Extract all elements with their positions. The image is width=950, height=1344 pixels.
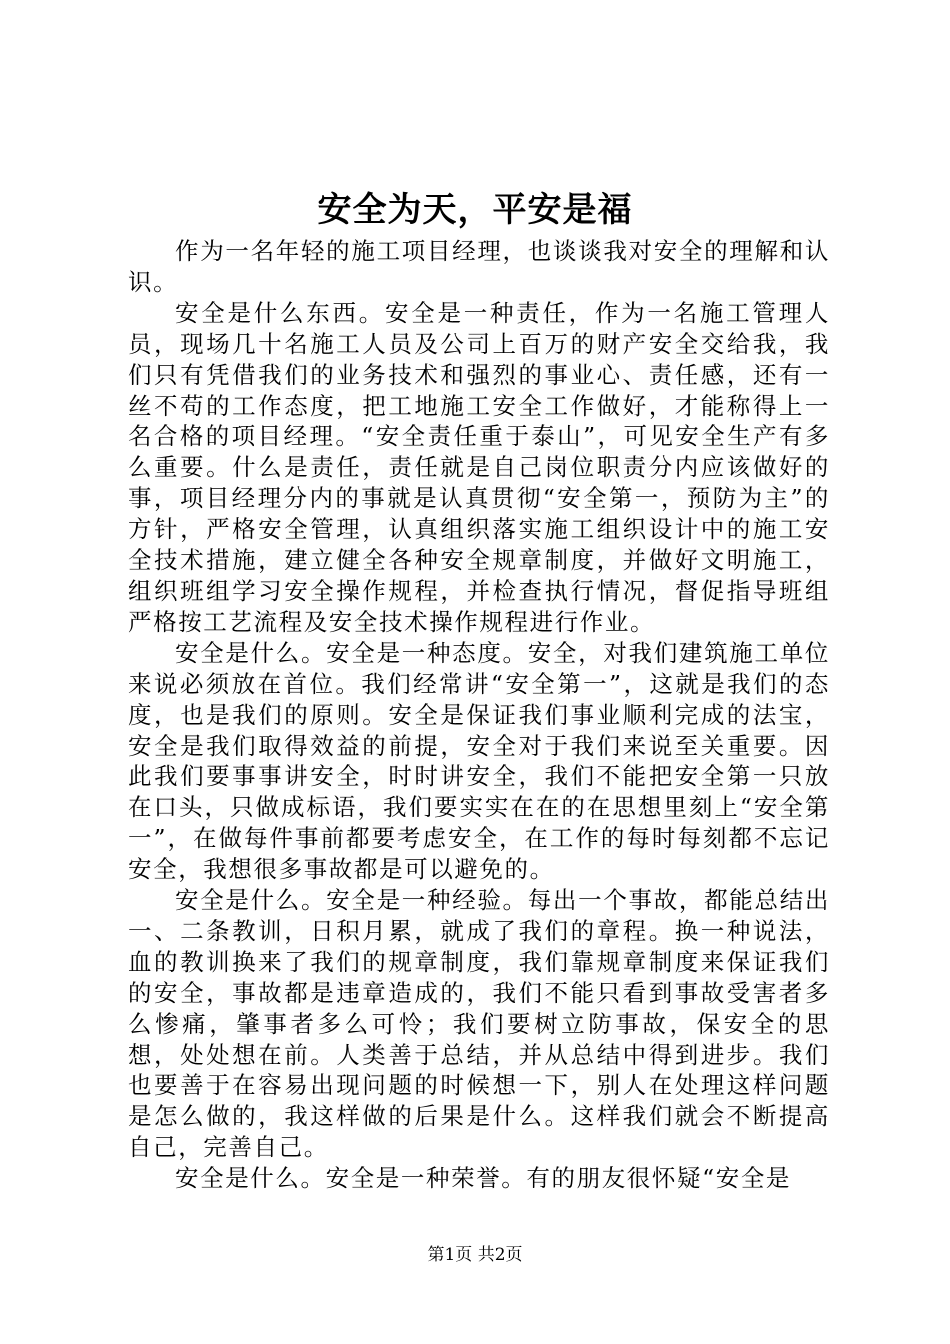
paragraph-intro: 作为一名年轻的施工项目经理，也谈谈我对安全的理解和认识。 xyxy=(128,237,830,296)
document-body xyxy=(128,236,830,1194)
paragraph-experience: 安全是什么。安全是一种经验。每出一个事故，都能总结出一、二条教训，日积月累，就成了我们的章程。换一种说法，血的教训换来了我们的规章制度，我们靠规章制度来保证我们的安全，事故都是违章造成的，我们不能只看到事故受害者多么惨痛，肇事者多么可怜；我们要树立防事故，保安全的思想，处处想在前。人类善于总结，并从总结中得到进步。我们也要善于在容易出现问题的时候想一下，别人在处理这样问题是怎么做的，我这样做的后果是什么。这样我们就会不断提高自己，完善自己。 xyxy=(128,886,830,1162)
paragraph-attitude: 安全是什么。安全是一种态度。安全，对我们建筑施工单位来说必须放在首位。我们经常讲“安全第一”，这就是我们的态度，也是我们的原则。安全是保证我们事业顺利完成的法宝，安全是我们取得效益的前提，安全对于我们来说至关重要。因此我们要事事讲安全，时时讲安全，我们不能把安全第一只放在口头，只做成标语，我们要实实在在的在思想里刻上“安全第一”，在做每件事前都要考虑安全，在工作的每时每刻都不忘记安全，我想很多事故都是可以避免的。 xyxy=(128,638,830,884)
page-footer: 第1页 共2页 xyxy=(427,1245,523,1265)
paragraph-honor: 安全是什么。安全是一种荣誉。有的朋友很怀疑“安全是 xyxy=(175,1164,792,1193)
page-title: 安全为天，平安是福 xyxy=(317,190,633,230)
paragraph-responsibility: 安全是什么东西。安全是一种责任，作为一名施工管理人员，现场几十名施工人员及公司上百万的财产安全交给我，我们只有凭借我们的业务技术和强烈的事业心、责任感，还有一丝不苟的工作态度，把工地施工安全工作做好，才能称得上一名合格的项目经理。“安全责任重于泰山”，可见安全生产有多么重要。什么是责任，责任就是自己岗位职责分内应该做好的事，项目经理分内的事就是认真贯彻“安全第一，预防为主”的方针，严格安全管理，认真组织落实施工组织设计中的施工安全技术措施，建立健全各种安全规章制度，并做好文明施工，组织班组学习安全操作规程，并检查执行情况，督促指导班组严格按工艺流程及安全技术操作规程进行作业。 xyxy=(128,298,830,636)
